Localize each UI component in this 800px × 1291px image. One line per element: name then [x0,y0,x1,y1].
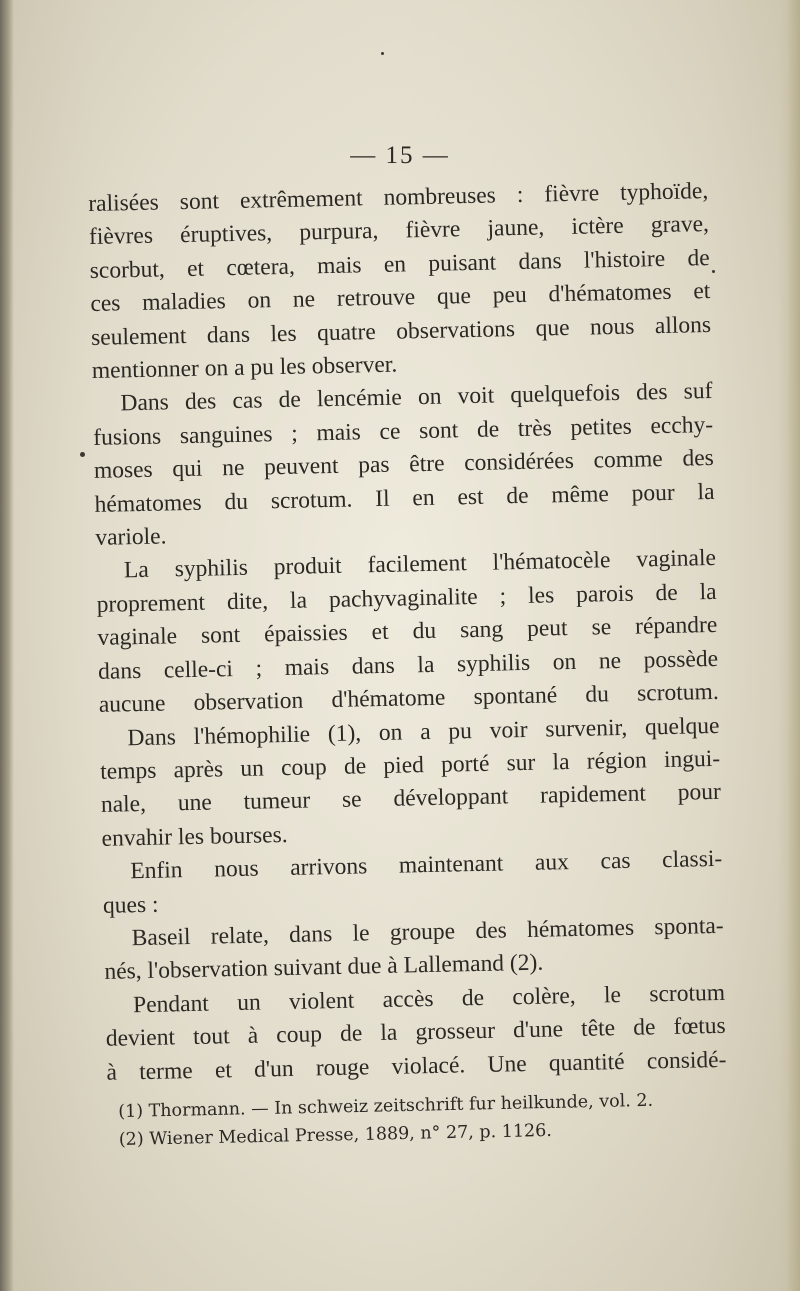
text-line: Dans l'hémophilie (1), on a pu voir survenir, quelque [127,712,720,751]
text-line: ralisées sont extrêmement nombreuses : fièvre typhoïde, [88,178,709,217]
text-line: vaginale sont épaissies et du sang peut se répandre [97,612,718,652]
page-right-edge [778,0,800,1291]
text-line: dans celle-ci ; mais dans la syphilis on ne possède [97,645,719,685]
text-line: hématomes du scrotum. Il en est de même pour la [94,478,715,518]
text-line: proprement dite, la pachyvaginalite ; les parois de la [96,578,717,618]
text-line: à terme et d'un rouge violacé. Une quantité considé- [106,1046,727,1086]
text-line: devient tout à coup de la grosseur d'une tête de fœtus [105,1012,726,1052]
paper-speck [80,452,85,457]
text-line: scorbut, et cœtera, mais en puisant dans l'histoire de [89,244,710,284]
text-line: aucune observation d'hématome spontané du scrotum. [98,678,719,718]
text-line: nés, l'observation suivant due à Lallemand (2). [104,949,544,986]
footnotes [118,1087,659,1154]
text-line: nale, une tumeur se développant rapidement pour [100,779,722,819]
text-line: mentionner on a pu les observer. [91,351,398,384]
text-line: envahir les bourses. [101,821,288,852]
text-line: fièvres éruptives, purpura, fièvre jaune, ictère grave, [88,211,710,251]
text-line: Baseil relate, dans le groupe des hématomes sponta- [131,912,724,952]
text-line: moses qui ne peuvent pas être considérées comme des [93,445,715,485]
text-line: ques : [102,891,159,919]
text-line: La syphilis produit facilement l'hématocèle vaginale [123,545,717,584]
text-line: fusions sanguines ; mais ce sont de très petites ecchy- [92,411,714,451]
page-left-edge [0,0,14,1291]
paper-speck [381,52,384,55]
text-line: variole. [95,523,167,551]
footnote: (1) Thormann. — In schweiz zeitschrift fur heilkunde, vol. 2. [118,1090,654,1122]
paper-speck [712,270,715,273]
text-line: Pendant un violent accès de colère, le scrotum [132,979,726,1018]
main-text [88,175,727,1090]
text-line: temps après un coup de pied porté sur la région ingui- [99,745,721,785]
text-line: seulement dans les quatre observations que nous allons [90,311,712,351]
footnote: (2) Wiener Medical Presse, 1889, n° 27, p. 1126. [118,1120,553,1150]
text-line: ces maladies on ne retrouve que peu d'hématomes et [90,278,711,318]
page-number: — 15 — [350,142,450,169]
text-line: Dans des cas de lencémie on voit quelquefois des suf [120,378,713,417]
text-line: Enfin nous arrivons maintenant aux cas classi- [130,845,723,885]
